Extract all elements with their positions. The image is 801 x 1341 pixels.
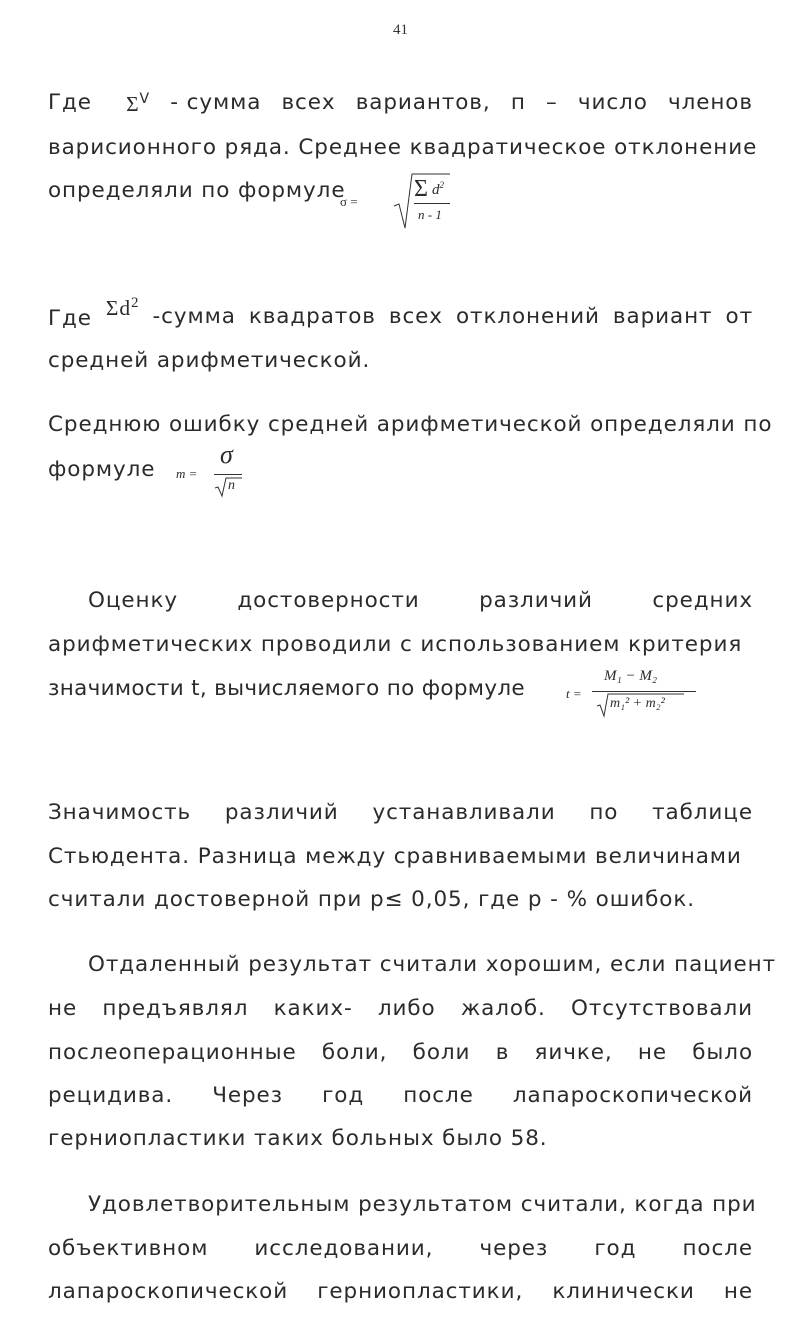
text-line-8 [88,590,753,612]
sum-symbol: Σ [414,176,428,202]
word: не [48,996,78,1021]
word: в [495,1040,510,1065]
sigma-lhs: σ = [340,194,358,209]
word: различий [479,588,593,613]
text-line-7: формуле [48,457,156,482]
m-denominator: n [228,478,235,493]
word: после [682,1236,753,1261]
fraction-bar [414,203,450,204]
text-line-14: Отдаленный результат считали хорошим, если пациент [88,952,777,977]
word: Где $\Sigma d^2$ [48,295,140,332]
t-denominator: m₁² + m₂² [610,696,665,711]
word: вариантов, [355,90,491,115]
word: не [637,1040,667,1065]
word: лапароскопической [48,1279,289,1304]
word: всех [281,90,336,115]
text-line-2: варисионного ряда. Среднее квадратическое отклонение [48,135,758,160]
word: квадратов [248,304,376,329]
word: год [322,1083,365,1108]
m-lhs: m = [176,466,198,481]
word: каких- [273,996,353,1021]
sigma-denominator: n - 1 [418,207,442,222]
word: жалоб. [460,996,546,1021]
word: всех [388,304,443,329]
text-line-15 [48,998,753,1020]
text-line-11 [48,802,753,824]
word: Где [48,90,92,115]
page-number: 41 [393,22,408,38]
sigma-v-symbol: $\Sigma^V$ [126,91,151,117]
word: через [479,1236,549,1261]
word: отклонений [456,304,600,329]
word: членов [667,90,753,115]
word: Отсутствовали [571,996,753,1021]
t-numerator: M₁ − M₂ [604,668,658,684]
word: боли, [321,1040,388,1065]
text-line-20 [48,1238,753,1260]
word: рецидива. [48,1083,174,1108]
word: Значимость [48,800,192,825]
word: - сумма [170,90,262,115]
text-line-3: определяли по формуле [48,178,346,203]
word: – [546,90,558,115]
word: -сумма [152,304,236,329]
fraction-bar [214,474,242,475]
text-line-1 [48,92,753,116]
m-numerator: σ [220,440,233,469]
text-line-17 [48,1085,753,1107]
word: п [510,90,526,115]
text-line-13: считали достоверной при р≤ 0,05, где р - % ошибок. [48,887,695,912]
word: клинически [552,1279,695,1304]
word: яичке, [534,1040,613,1065]
word: либо [377,996,436,1021]
word: вариант [612,304,713,329]
text-line-19: Удовлетворительным результатом считали, когда при [88,1192,757,1217]
text-line-6: Среднюю ошибку средней арифметической определяли по [48,412,773,437]
text-line-9: арифметических проводили с использованием критерия [48,632,743,657]
text-line-16 [48,1042,753,1064]
word: таблице [652,800,753,825]
text-line-5: средней арифметической. [48,348,371,373]
word: боли [412,1040,471,1065]
sum-d2-symbol: $\Sigma d^2$ [105,295,140,321]
word: герниопластики, [317,1279,524,1304]
word: устанавливали [372,800,556,825]
word: от [725,304,753,329]
word: Оценку [88,588,178,613]
word: по [589,800,619,825]
word: предъявлял [102,996,249,1021]
t-lhs: t = [566,686,582,701]
word: объективном [48,1236,209,1261]
word: год [594,1236,637,1261]
word: средних [652,588,753,613]
word: Через [212,1083,283,1108]
text-line-18: герниопластики таких больных было 58. [48,1126,548,1151]
word: лапароскопической [512,1083,753,1108]
sigma-numerator: $d^2$ [432,180,444,198]
word: послеоперационные [48,1040,297,1065]
word: различий [224,800,339,825]
text-line-4 [48,295,753,332]
word: не [723,1279,753,1304]
text-line-12: Стьюдента. Разница между сравниваемыми величинами [48,844,742,869]
word: было [692,1040,753,1065]
word: число [577,90,648,115]
text-line-10: значимости t, вычисляемого по формуле [48,676,525,701]
text-line-21 [48,1281,753,1303]
word: достоверности [237,588,420,613]
word: после [403,1083,474,1108]
word: исследовании, [254,1236,434,1261]
